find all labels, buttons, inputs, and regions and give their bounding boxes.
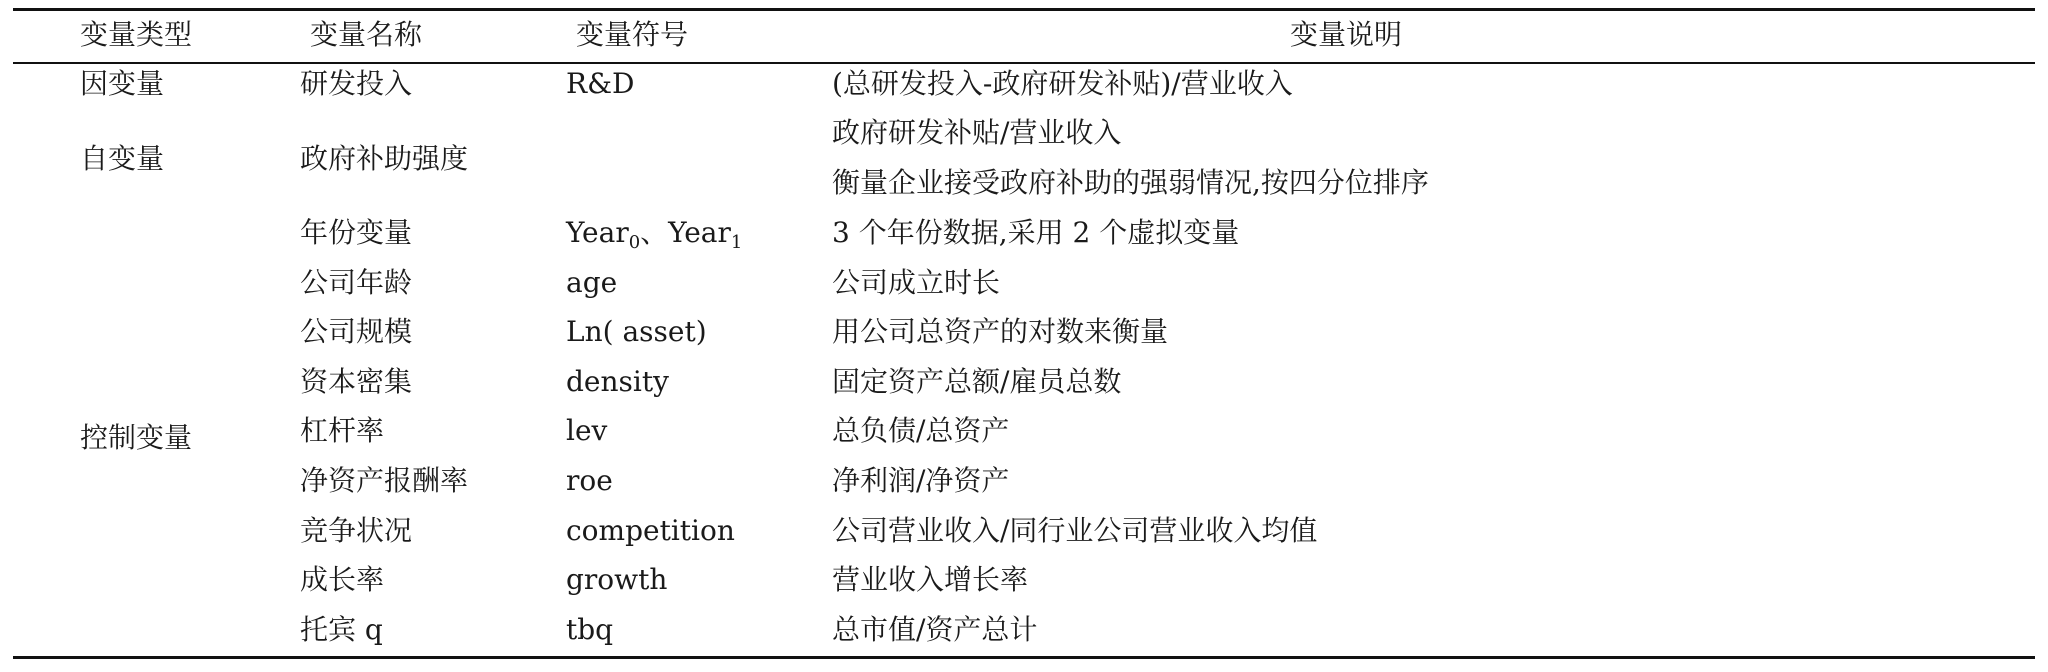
row-name: 公司规模 [300,315,413,348]
table-bottom-rule [13,656,2035,659]
row-name: 年份变量 [300,216,413,249]
row-name: 托宾 q [300,613,383,646]
symbol-year-0: Year [566,216,629,249]
row-name: 公司年龄 [300,266,413,299]
header-variable-type: 变量类型 [80,18,193,51]
row-symbol [566,215,742,251]
row-name: 政府补助强度 [300,142,469,175]
table-top-rule [13,8,2035,11]
symbol-separator: 、 [640,216,669,249]
symbol-subscript-0: 0 [628,232,641,253]
row-description: 总市值/资产总计 [832,613,1038,646]
row-name: 杠杆率 [300,414,385,447]
row-symbol: density [566,365,669,398]
row-description: 3 个年份数据,采用 2 个虚拟变量 [832,216,1240,249]
row-description: 用公司总资产的对数来衡量 [832,315,1169,348]
symbol-year-1: Year [668,216,731,249]
row-description: 固定资产总额/雇员总数 [832,365,1122,398]
group-control-variable: 控制变量 [80,421,193,454]
row-symbol: roe [566,464,613,497]
symbol-subscript-1: 1 [730,232,743,253]
row-description: 公司成立时长 [832,266,1001,299]
row-name: 净资产报酬率 [300,464,469,497]
row-description: 总负债/总资产 [832,414,1010,447]
group-independent-variable: 自变量 [80,142,165,175]
group-dependent-variable: 因变量 [80,67,165,100]
row-symbol: R&D [566,67,635,100]
row-name: 成长率 [300,563,385,596]
row-description: 公司营业收入/同行业公司营业收入均值 [832,514,1318,547]
row-symbol: lev [566,414,608,447]
row-symbol: tbq [566,613,614,646]
row-description: 政府研发补贴/营业收入 [832,116,1122,149]
row-symbol: competition [566,514,735,547]
header-variable-name: 变量名称 [310,18,423,51]
row-symbol: Ln( asset) [566,315,707,348]
row-symbol: age [566,266,618,299]
row-description: 净利润/净资产 [832,464,1010,497]
row-symbol: growth [566,563,668,596]
row-description: (总研发投入-政府研发补贴)/营业收入 [832,67,1293,100]
row-name: 研发投入 [300,67,413,100]
row-name: 竞争状况 [300,514,413,547]
row-name: 资本密集 [300,365,413,398]
header-variable-symbol: 变量符号 [576,18,689,51]
header-variable-description: 变量说明 [1290,18,1403,51]
table-header-rule [13,62,2035,64]
row-description: 营业收入增长率 [832,563,1029,596]
row-description-line-2: 衡量企业接受政府补助的强弱情况,按四分位排序 [832,166,1429,199]
